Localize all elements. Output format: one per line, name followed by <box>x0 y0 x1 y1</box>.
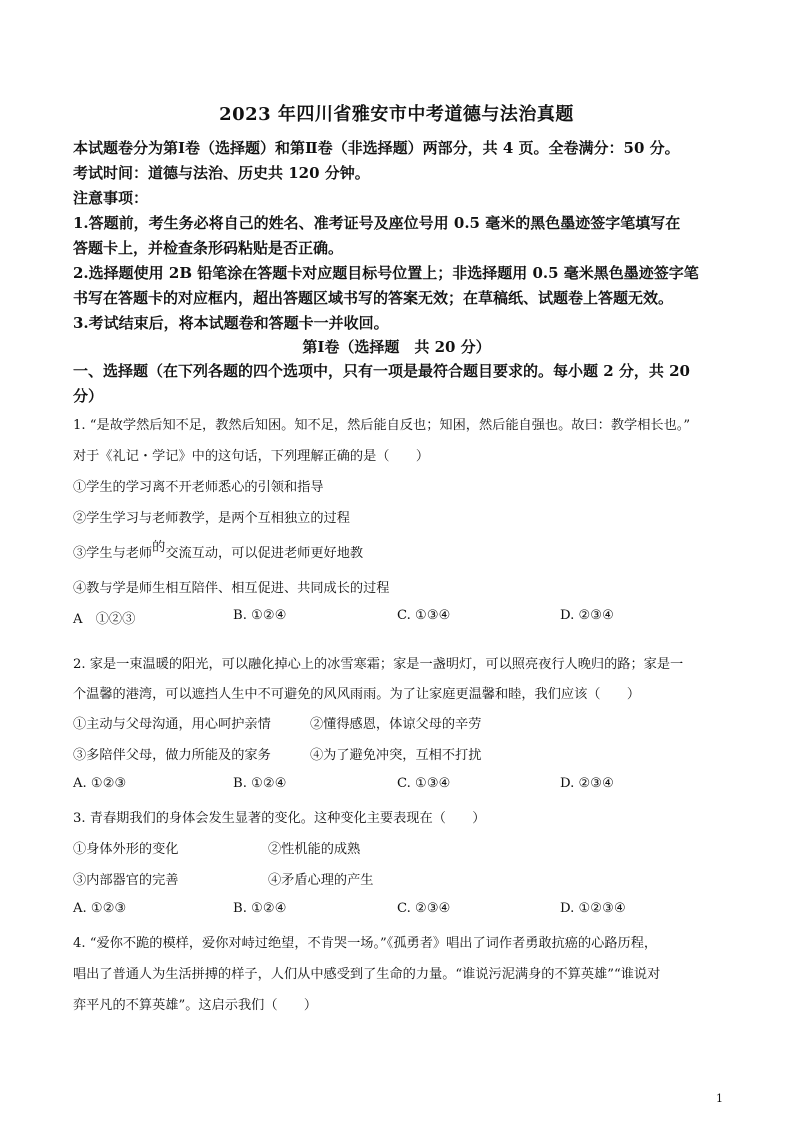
notice-2a: 2.选择题使用 2B 铅笔涂在答题卡对应题目标号位置上；非选择题用 0.5 毫米黑色墨迹签字笔 <box>73 264 699 282</box>
q2-statement-1: ①主动与父母沟通，用心呵护亲情 <box>73 717 271 732</box>
q3-statement-1: ①身体外形的变化 <box>73 842 179 857</box>
q3-statement-2: ②性机能的成熟 <box>268 842 361 857</box>
part-heading-a: 一、选择题（在下列各题的四个选项中，只有一项是最符合题目要求的。每小题 2 分，共 20 <box>73 362 690 380</box>
q3-option-a: A. ①②③ <box>73 901 127 916</box>
page-title: 2023 年四川省雅安市中考道德与法治真题 <box>219 104 574 125</box>
q1-statement-3a: ③学生与老师 <box>73 546 153 561</box>
q2-option-a: A. ①②③ <box>73 776 127 791</box>
q4-stem-b: 唱出了普通人为生活拼搏的样子，人们从中感受到了生命的力量。“谁说污泥满身的不算英雄”“谁说对 <box>73 967 661 982</box>
q2-statement-2: ②懂得感恩，体谅父母的辛劳 <box>310 717 482 732</box>
q3-statement-3: ③内部器官的完善 <box>73 873 179 888</box>
q1-statement-3-sup: 的 <box>152 540 166 555</box>
q4-stem-a: 4. “爱你不跪的模样，爱你对峙过绝望，不肯哭一场。”《孤勇者》唱出了词作者勇敢抗癌的心路历程， <box>73 936 658 951</box>
q2-stem-b: 个温馨的港湾，可以遮挡人生中不可避免的风风雨雨。为了让家庭更温馨和睦，我们应该（ ） <box>73 687 641 702</box>
q2-stem-a: 2. 家是一束温暖的阳光，可以融化掉心上的冰雪寒霜；家是一盏明灯，可以照亮夜行人晚归的路；家是一 <box>73 657 684 672</box>
q1-statement-3b: 交流互动，可以促进老师更好地教 <box>165 546 364 561</box>
q2-option-b: B. ①②④ <box>233 776 287 791</box>
page-number: 1 <box>716 1092 723 1105</box>
q3-statement-4: ④矛盾心理的产生 <box>268 873 374 888</box>
q2-option-d: D. ②③④ <box>560 776 614 791</box>
q2-option-c: C. ①③④ <box>397 776 451 791</box>
q4-stem-c: 弈平凡的不算英雄”。这启示我们（ ） <box>73 998 318 1013</box>
notice-heading: 注意事项： <box>73 189 149 207</box>
section-heading: 第Ⅰ卷（选择题 共 20 分） <box>302 338 491 356</box>
q1-option-a: A ①②③ <box>73 612 136 627</box>
intro-line-1: 本试题卷分为第Ⅰ卷（选择题）和第Ⅱ卷（非选择题）两部分，共 4 页。全卷满分：50 分。 <box>73 139 680 157</box>
q1-stem-a: 1. “是故学然后知不足，教然后知困。知不足，然后能自反也；知困，然后能自强也。故曰：教学相长也。” <box>73 418 691 433</box>
q1-stem-b: 对于《礼记・学记》中的这句话，下列理解正确的是（ ） <box>73 449 430 464</box>
q3-option-d: D. ①②③④ <box>560 901 626 916</box>
intro-line-2: 考试时间：道德与法治、历史共 120 分钟。 <box>73 164 370 182</box>
q1-option-b: B. ①②④ <box>233 608 287 623</box>
notice-2b: 书写在答题卡的对应框内，超出答题区域书写的答案无效；在草稿纸、试题卷上答题无效。 <box>73 289 674 307</box>
q3-stem: 3. 青春期我们的身体会发生显著的变化。这种变化主要表现在（ ） <box>73 811 486 826</box>
q3-option-c: C. ②③④ <box>397 901 451 916</box>
notice-3: 3.考试结束后，将本试题卷和答题卡一并收回。 <box>73 314 389 332</box>
notice-1b: 答题卡上，并检查条形码粘贴是否正确。 <box>73 239 344 257</box>
q1-statement-3 <box>73 542 733 561</box>
q2-statement-3: ③多陪伴父母，做力所能及的家务 <box>73 748 271 763</box>
q1-statement-4: ④教与学是师生相互陪伴、相互促进、共同成长的过程 <box>73 581 390 596</box>
notice-1a: 1.答题前，考生务必将自己的姓名、准考证号及座位号用 0.5 毫米的黑色墨迹签字笔填写在 <box>73 214 681 232</box>
q1-statement-1: ①学生的学习离不开老师悉心的引领和指导 <box>73 480 324 495</box>
q3-option-b: B. ①②④ <box>233 901 287 916</box>
part-heading-b: 分） <box>73 387 104 405</box>
q1-statement-2: ②学生学习与老师教学，是两个互相独立的过程 <box>73 511 350 526</box>
q2-statement-4: ④为了避免冲突，互相不打扰 <box>310 748 482 763</box>
q1-option-c: C. ①③④ <box>397 608 451 623</box>
q1-option-d: D. ②③④ <box>560 608 614 623</box>
